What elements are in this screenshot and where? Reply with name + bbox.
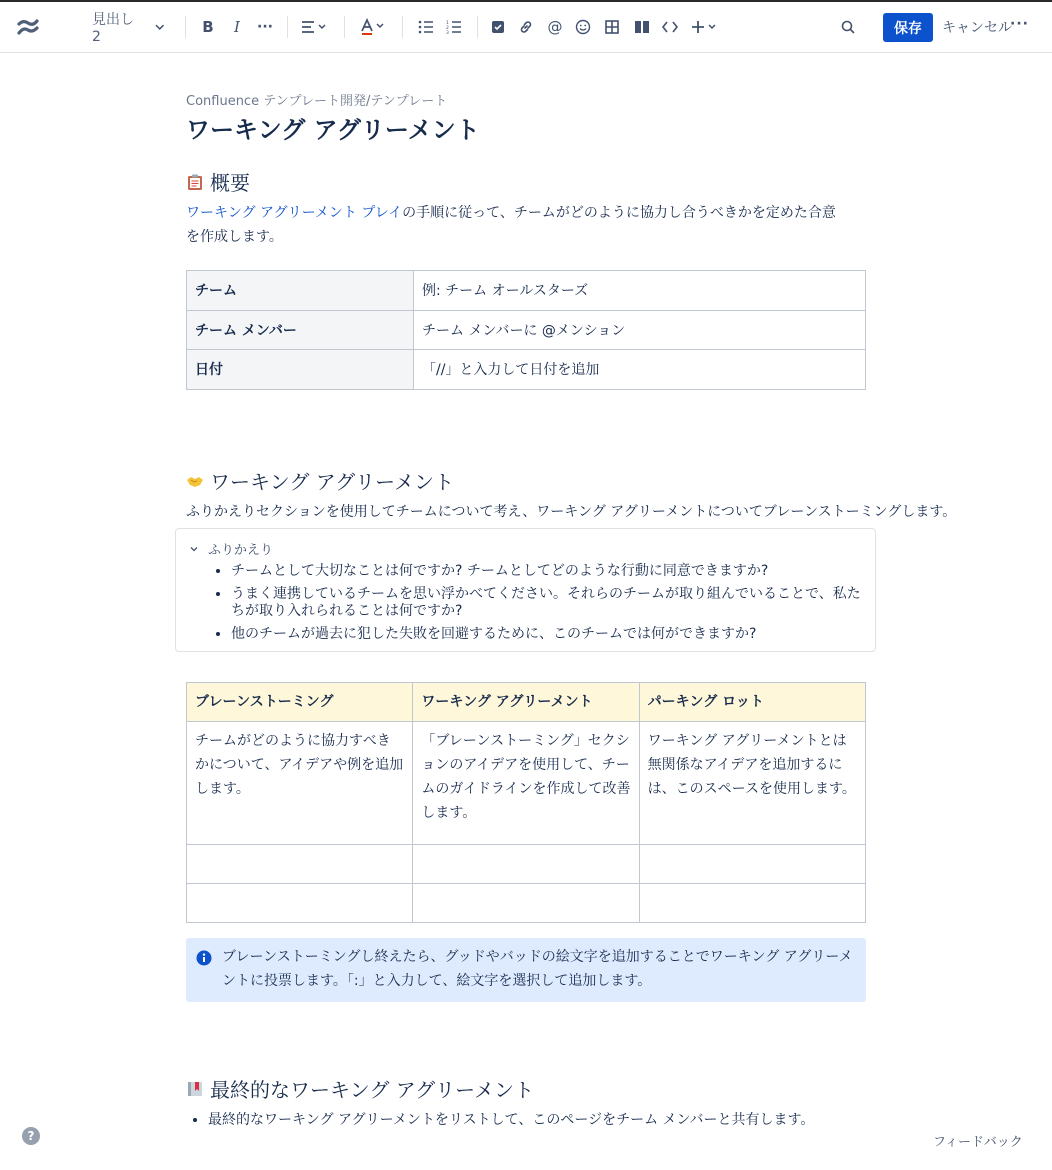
toolbar-divider (287, 16, 288, 38)
bookmark-book-icon (186, 1080, 204, 1098)
final-heading[interactable] (186, 1074, 534, 1103)
feedback-link[interactable]: フィードバック (933, 1135, 1023, 1150)
table-icon[interactable] (602, 14, 622, 40)
retrospective-expand[interactable] (175, 528, 876, 652)
table-cell[interactable]: 「//」と入力して日付を追加 (414, 350, 866, 390)
final-heading-text: 最終的なワーキング アグリーメント (210, 1078, 535, 1102)
save-button[interactable]: 保存 (883, 13, 933, 42)
table-cell[interactable] (639, 845, 865, 884)
heading-style-label: 見出し 2 (92, 12, 134, 45)
table-row (187, 722, 866, 845)
list-item[interactable]: • 最終的なワーキング アグリーメントをリストして、このページをチーム メンバーと共有します。 (208, 1110, 814, 1130)
editor-toolbar (0, 2, 1052, 53)
table-header-cell[interactable]: チーム (187, 271, 414, 311)
code-icon[interactable] (660, 14, 680, 40)
table-cell[interactable]: 「ブレーンストーミング」セクションのアイデアを使用して、チームのガイドラインを作成して改善します。 (413, 722, 639, 845)
table-row (187, 310, 866, 350)
svg-text:3: 3 (446, 31, 449, 34)
agreement-paragraph[interactable]: ふりかえりセクションを使用してチームについて考え、ワーキング アグリーメントについてブレーンストーミングします。 (186, 504, 957, 520)
table-header-cell[interactable]: 日付 (187, 350, 414, 390)
table-cell[interactable] (639, 884, 865, 923)
table-header-cell[interactable]: ワーキング アグリーメント (413, 683, 639, 722)
info-panel[interactable] (186, 938, 866, 1002)
help-icon[interactable]: ? (22, 1127, 40, 1145)
task-checkbox-icon[interactable] (488, 14, 508, 40)
toolbar-divider (402, 16, 403, 38)
heading-style-select[interactable] (92, 12, 164, 45)
more-formatting-icon[interactable]: ··· (257, 19, 273, 35)
final-list (190, 1110, 814, 1130)
info-panel-text: ブレーンストーミングし終えたら、グッドやバッドの絵文字を追加することでワーキング アグリーメントに投票します。「:」と入力して、絵文字を選択して追加します。 (222, 949, 853, 989)
toolbar-divider (477, 16, 478, 38)
overview-paragraph[interactable] (186, 201, 846, 249)
overview-heading-text: 概要 (210, 171, 250, 195)
more-options-icon[interactable]: ··· (1010, 16, 1029, 32)
table-header-cell[interactable]: チーム メンバー (187, 310, 414, 350)
overview-text: の手順に従って、チームがどのように協力し合うべきかを定めた合意を作成します。 (186, 205, 836, 245)
align-icon[interactable] (300, 14, 330, 40)
list-item[interactable]: • うまく連携しているチームを思い浮かべてください。それらのチームが取り組んでいることで、私たちが取り入れられることは何ですか? (231, 586, 874, 620)
brainstorming-table (186, 682, 866, 923)
agreement-heading[interactable] (186, 466, 454, 495)
text-color-icon[interactable] (358, 14, 388, 40)
agreement-heading-text: ワーキング アグリーメント (210, 470, 455, 494)
chevron-down-icon (190, 545, 198, 553)
table-row (187, 271, 866, 311)
svg-text:2: 2 (446, 26, 449, 31)
bold-icon[interactable]: B (202, 18, 214, 36)
expand-title: ふりかえり (208, 543, 274, 558)
agreement-play-link[interactable]: ワーキング アグリーメント プレイ (186, 205, 403, 221)
table-row (187, 845, 866, 884)
info-icon (196, 950, 212, 966)
handshake-icon (186, 472, 204, 490)
layout-columns-icon[interactable] (631, 14, 653, 40)
mention-icon[interactable]: @ (547, 18, 563, 36)
table-cell[interactable]: ワーキング アグリーメントとは無関係なアイデアを追加するには、このスペースを使用します。 (639, 722, 865, 845)
table-cell[interactable] (187, 845, 413, 884)
breadcrumb[interactable]: Confluence テンプレート開発/テンプレート (186, 94, 448, 109)
italic-icon[interactable]: I (234, 18, 240, 36)
table-cell[interactable] (187, 884, 413, 923)
table-header-cell[interactable]: ブレーンストーミング (187, 683, 413, 722)
chevron-down-icon (155, 22, 164, 32)
numbered-list-icon[interactable] (444, 14, 464, 40)
list-item[interactable]: • 他のチームが過去に犯した失敗を回避するために、このチームでは何ができますか? (231, 626, 874, 643)
page-title[interactable]: ワーキング アグリーメント (186, 116, 480, 144)
link-icon[interactable] (516, 14, 536, 40)
confluence-logo-icon[interactable] (16, 15, 40, 41)
search-icon[interactable] (838, 14, 858, 40)
table-row (187, 350, 866, 390)
expand-header[interactable] (190, 539, 273, 558)
insert-plus-icon[interactable] (690, 14, 720, 40)
table-header-cell[interactable]: パーキング ロット (639, 683, 865, 722)
clipboard-icon (186, 173, 204, 191)
list-item[interactable]: • チームとして大切なことは何ですか? チームとしてどのような行動に同意できますか? (231, 563, 874, 580)
team-info-table (186, 270, 866, 390)
table-cell[interactable] (413, 845, 639, 884)
table-cell[interactable]: チームがどのように協力すべきかについて、アイデアや例を追加します。 (187, 722, 413, 845)
emoji-icon[interactable] (573, 14, 593, 40)
table-row (187, 884, 866, 923)
table-header-row (187, 683, 866, 722)
retrospective-list (214, 563, 874, 649)
cancel-button[interactable]: キャンセル (942, 20, 1012, 36)
table-cell[interactable]: 例: チーム オールスターズ (414, 271, 866, 311)
toolbar-divider (344, 16, 345, 38)
table-cell[interactable] (413, 884, 639, 923)
overview-heading[interactable] (186, 167, 250, 196)
table-cell[interactable]: チーム メンバーに @メンション (414, 310, 866, 350)
toolbar-divider (185, 16, 186, 38)
svg-text:1: 1 (446, 21, 449, 26)
bullet-list-icon[interactable] (416, 14, 436, 40)
